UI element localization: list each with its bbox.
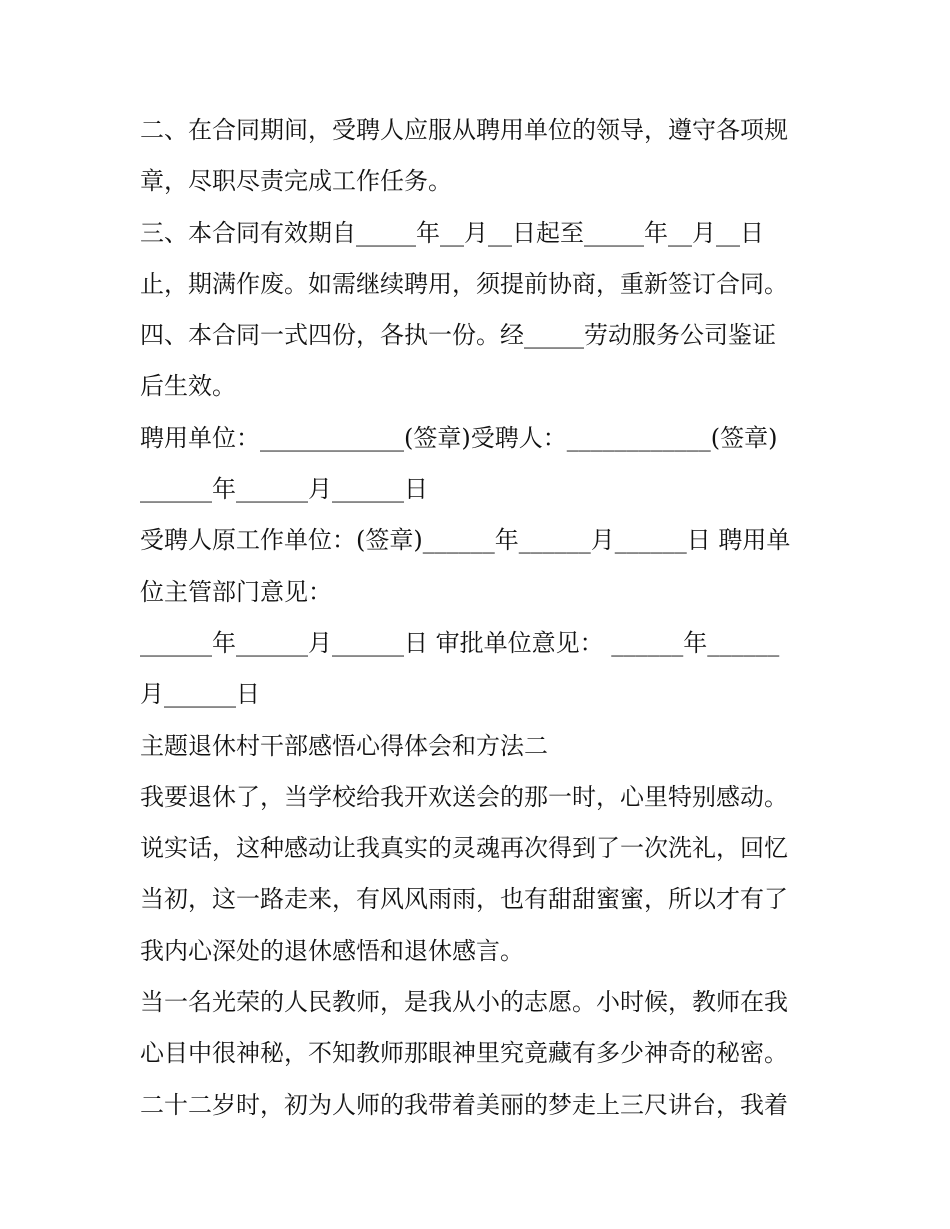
text-line: 章，尽职尽责完成工作任务。 [140,167,452,196]
text-line: 我内心深处的退休感悟和退休感言。 [140,936,524,965]
text-line: ______年______月______日 [140,475,428,504]
document-body [140,105,820,1131]
text-line: 止，期满作废。如需继续聘用，须提前协商，重新签订合同。 [140,269,788,298]
text-line: 心目中很神秘，不知教师那眼神里究竟藏有多少神奇的秘密。 [140,1039,788,1068]
text-line: ______年______月______日 审批单位意见： ______年______ [140,628,780,657]
text-line: 四、本合同一式四份，各执一份。经_____劳动服务公司鉴证 [140,321,776,350]
text-line: 受聘人原工作单位：(签章)______年______月______日 聘用单 [140,526,791,555]
text-line: 我要退休了，当学校给我开欢送会的那一时，心里特别感动。 [140,782,788,811]
text-line: 二、在合同期间，受聘人应服从聘用单位的领导，遵守各项规 [140,116,788,144]
text-line: 位主管部门意见： [140,577,332,606]
text-line: 月______日 [140,680,260,709]
section-heading: 主题退休村干部感悟心得体会和方法二 [140,731,548,760]
text-line: 三、本合同有效期自_____年__月__日起至_____年__月__日 [140,218,764,247]
text-line: 当一名光荣的人民教师，是我从小的志愿。小时候，教师在我 [140,988,788,1017]
text-line: 说实话，这种感动让我真实的灵魂再次得到了一次洗礼，回忆 [140,834,788,863]
text-line: 二十二岁时，初为人师的我带着美丽的梦走上三尺讲台，我着 [140,1090,788,1119]
text-line: 聘用单位：____________(签章)受聘人：____________(签章) [140,423,778,452]
text-line: 当初，这一路走来，有风风雨雨，也有甜甜蜜蜜，所以才有了 [140,885,788,914]
text-line: 后生效。 [140,372,236,401]
